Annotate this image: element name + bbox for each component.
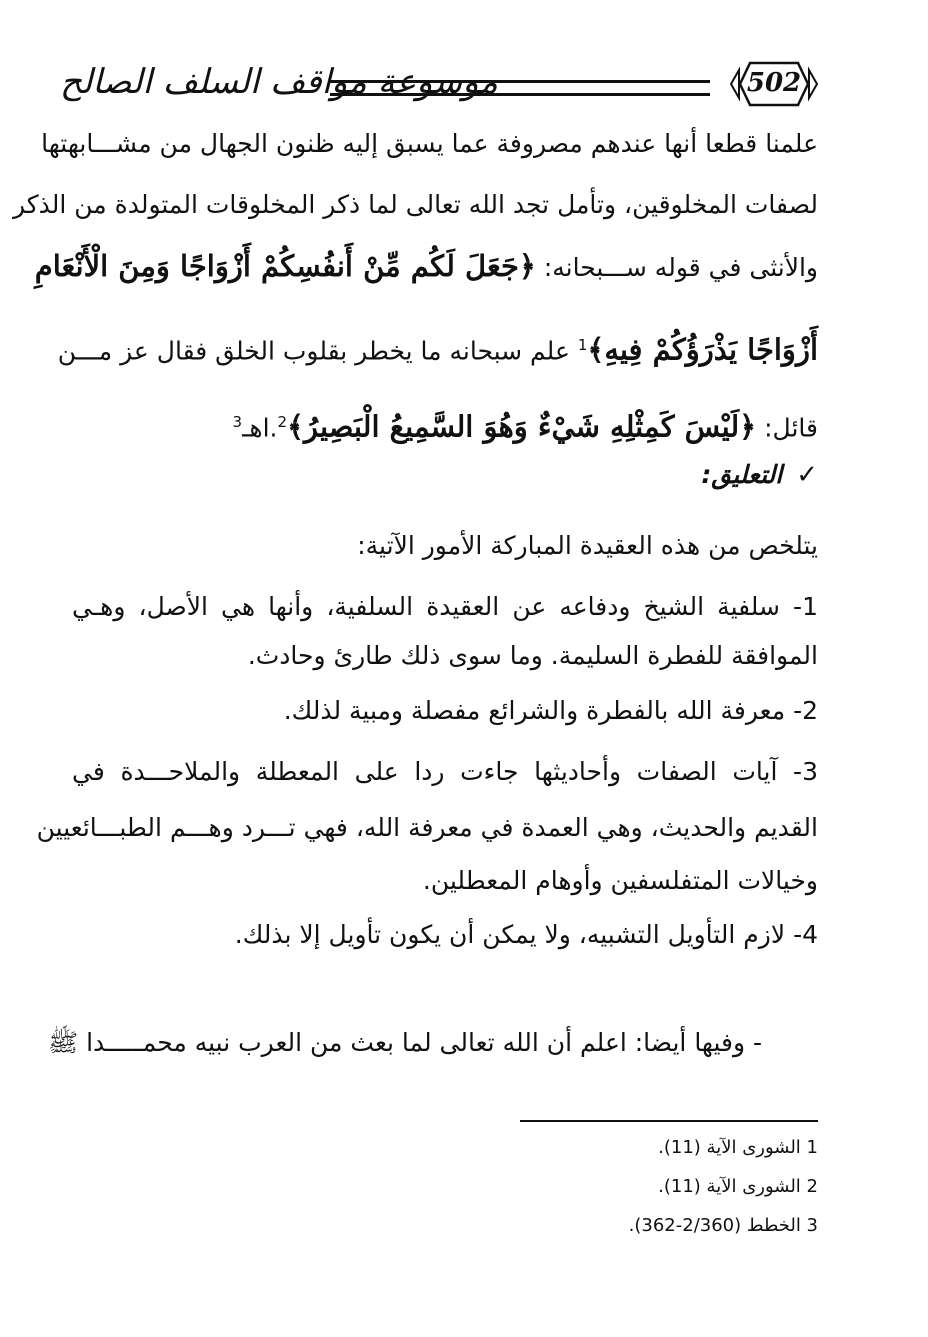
text-line-5-prefix: قائل: xyxy=(764,413,818,443)
quran-verse-1b: أَزْوَاجًا يَذْرَؤُكُمْ فِيهِ﴾ xyxy=(587,332,818,367)
text-line-4-rest: علم سبحانه ما يخطر بقلوب الخلق فقال عز مـــن xyxy=(57,336,570,366)
point-3-line-3: وخيالات المتفلسفين وأوهام المعطلين. xyxy=(422,866,818,895)
point-1-line-2: الموافقة للفطرة السليمة. وما سوى ذلك طارئ وحادث. xyxy=(247,641,818,670)
text-line-2: لصفات المخلوقين، وتأمل تجد الله تعالى لما ذكر المخلوقات المتولدة من الذكر xyxy=(12,190,818,219)
page-header xyxy=(60,54,820,116)
footnote-ref-1: 1 xyxy=(577,336,588,354)
footnote-1: 1 الشورى الآية (11). xyxy=(658,1137,818,1158)
text-line-14: - وفيها أيضا: اعلم أن الله تعالى لما بعث من العرب نبيه محمـــــدا ﷺ xyxy=(47,1028,762,1057)
text-line-1: علمنا قطعا أنها عندهم مصروفة عما يسبق إليه ظنون الجهال من مشـــابهتها xyxy=(41,129,818,158)
point-2: 2- معرفة الله بالفطرة والشرائع مفصلة ومبية لذلك. xyxy=(283,696,818,725)
text-line-5-end: .اهـ xyxy=(242,413,278,443)
quran-verse-2: ﴿لَيْسَ كَمِثْلِهِ شَيْءٌ وَهُوَ السَّمِيعُ الْبَصِيرُ﴾ xyxy=(287,409,757,444)
page-number: 502 xyxy=(746,68,802,98)
footnote-3: 3 الخطط (2/360-362). xyxy=(628,1215,818,1236)
point-1-line-1: 1- سلفية الشيخ ودفاعه عن العقيدة السلفية، وأنها هي الأصل، وهـي xyxy=(72,592,818,621)
point-3-line-1: 3- آيات الصفات وأحاديثها جاءت ردا على المعطلة والملاحـــدة في xyxy=(72,757,818,786)
footnote-ref-2: 2 xyxy=(277,413,288,431)
text-line-5 xyxy=(72,392,818,458)
checkmark-icon: ✓ xyxy=(796,460,818,490)
footnote-ref-3: 3 xyxy=(232,413,243,431)
text-line-3-prefix: والأنثى في قوله ســـبحانه: xyxy=(543,253,818,282)
text-line-3 xyxy=(34,236,818,298)
footnote-separator xyxy=(520,1120,818,1122)
text-line-6: يتلخص من هذه العقيدة المباركة الأمور الآتية: xyxy=(357,531,818,560)
book-title-text: موسوعة مواقف السلف الصالح xyxy=(60,62,498,102)
footnote-2: 2 الشورى الآية (11). xyxy=(658,1176,818,1197)
point-4: 4- لازم التأويل التشبيه، ولا يمكن أن يكون تأويل إلا بذلك. xyxy=(234,920,818,949)
page-number-badge xyxy=(728,58,820,110)
quran-verse-1a: ﴿جَعَلَ لَكُم مِّنْ أَنفُسِكُمْ أَزْوَاجًا وَمِنَ الْأَنْعَامِ xyxy=(34,249,536,283)
text-line-4 xyxy=(57,315,818,381)
commentary-heading-text: التعليق: xyxy=(701,460,783,489)
point-3-line-2: القديم والحديث، وهي العمدة في معرفة الله، فهي تـــرد وهـــم الطبـــائعيين xyxy=(36,813,818,842)
commentary-heading xyxy=(701,460,818,490)
header-rule xyxy=(330,80,710,96)
